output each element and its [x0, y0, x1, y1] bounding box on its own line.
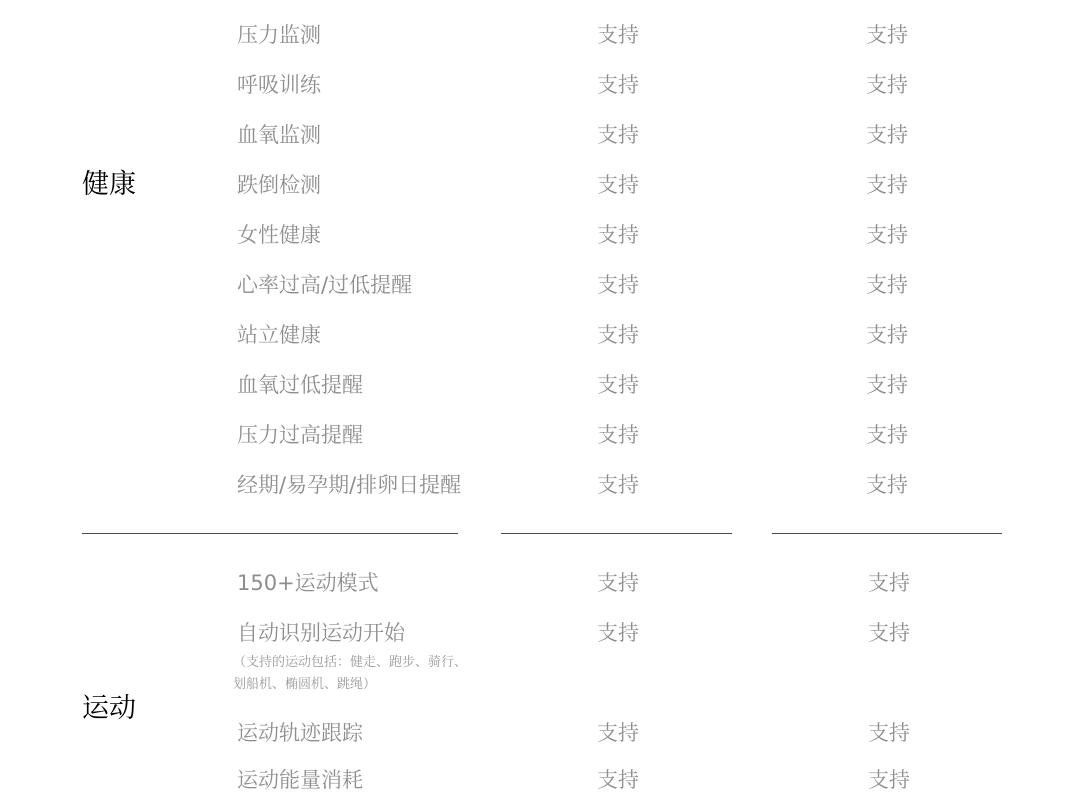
support-value-col1: 支持: [597, 621, 639, 645]
support-value-col2: 支持: [866, 473, 908, 497]
support-value-col2: 支持: [866, 173, 908, 197]
support-value-col1: 支持: [597, 768, 639, 792]
support-value-col2: 支持: [868, 621, 910, 645]
divider-feature-column: [82, 533, 458, 534]
support-value-col2: 支持: [866, 273, 908, 297]
support-value-col2: 支持: [866, 73, 908, 97]
support-value-col2: 支持: [868, 571, 910, 595]
feature-name: 血氧过低提醒: [237, 373, 363, 397]
support-value-col1: 支持: [597, 73, 639, 97]
feature-note: （支持的运动包括：健走、跑步、骑行、: [233, 655, 468, 670]
support-value-col2: 支持: [866, 223, 908, 247]
section-title-health: 健康: [82, 169, 136, 200]
support-value-col1: 支持: [597, 123, 639, 147]
feature-name: 经期/易孕期/排卵日提醒: [237, 473, 462, 497]
support-value-col1: 支持: [597, 23, 639, 47]
support-value-col1: 支持: [597, 273, 639, 297]
feature-name: 150+运动模式: [237, 571, 379, 595]
feature-name: 血氧监测: [237, 123, 321, 147]
support-value-col2: 支持: [866, 23, 908, 47]
support-value-col1: 支持: [597, 373, 639, 397]
support-value-col2: 支持: [868, 768, 910, 792]
support-value-col1: 支持: [597, 721, 639, 745]
feature-name: 运动能量消耗: [237, 768, 363, 792]
feature-name: 女性健康: [237, 223, 321, 247]
support-value-col1: 支持: [597, 223, 639, 247]
divider-col2: [772, 533, 1002, 534]
feature-name: 压力监测: [237, 23, 321, 47]
support-value-col1: 支持: [597, 173, 639, 197]
support-value-col1: 支持: [597, 323, 639, 347]
support-value-col1: 支持: [597, 571, 639, 595]
support-value-col1: 支持: [597, 423, 639, 447]
feature-name: 心率过高/过低提醒: [237, 273, 413, 297]
feature-name: 运动轨迹跟踪: [237, 721, 363, 745]
feature-name: 自动识别运动开始: [237, 621, 405, 645]
support-value-col2: 支持: [866, 423, 908, 447]
support-value-col1: 支持: [597, 473, 639, 497]
feature-name: 跌倒检测: [237, 173, 321, 197]
feature-name: 站立健康: [237, 323, 321, 347]
feature-name: 压力过高提醒: [237, 423, 363, 447]
feature-note: 划船机、椭圆机、跳绳）: [233, 677, 377, 692]
support-value-col2: 支持: [868, 721, 910, 745]
divider-col1: [501, 533, 732, 534]
support-value-col2: 支持: [866, 323, 908, 347]
support-value-col2: 支持: [866, 373, 908, 397]
feature-name: 呼吸训练: [237, 73, 321, 97]
support-value-col2: 支持: [866, 123, 908, 147]
section-title-sports: 运动: [82, 693, 136, 724]
